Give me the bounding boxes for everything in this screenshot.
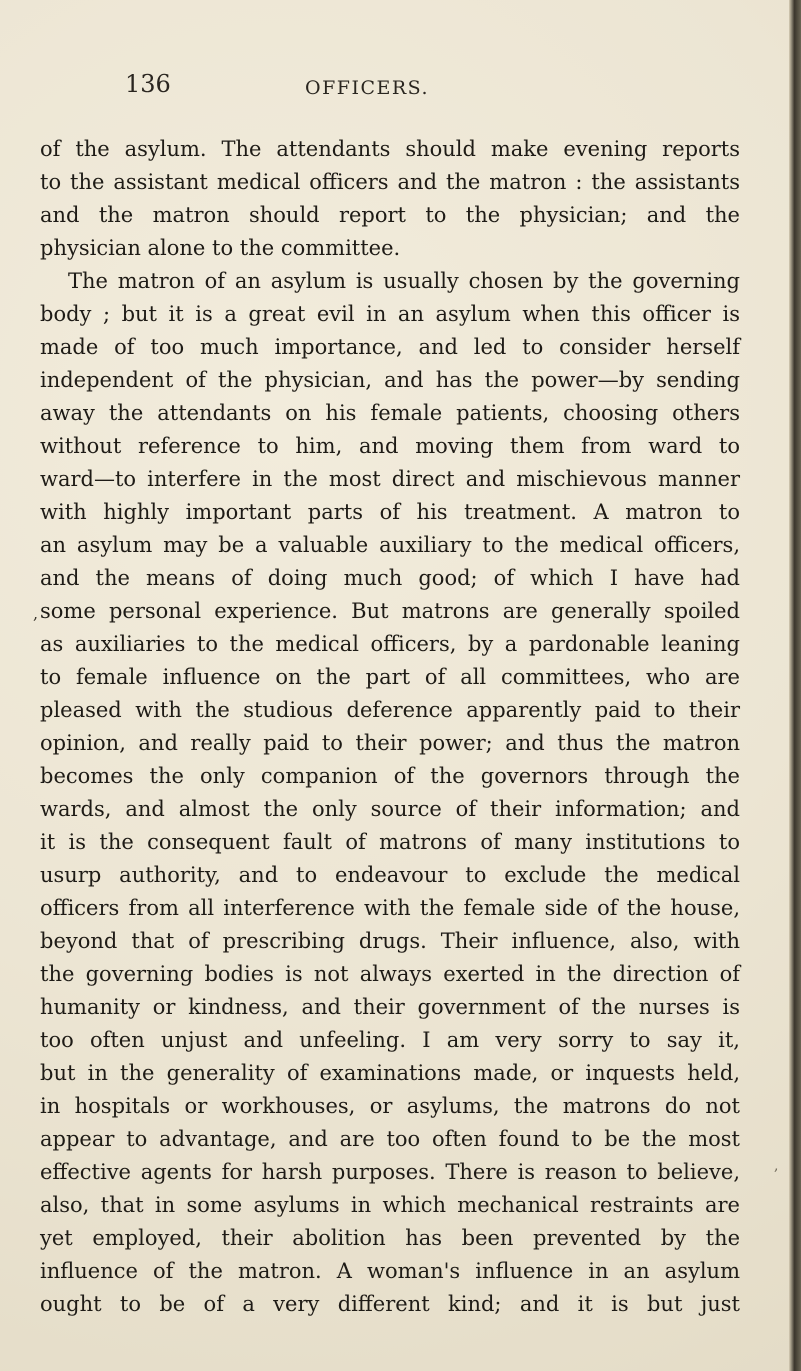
text-line: body ; but it is a great evil in an asylum when this officer is	[40, 302, 740, 326]
text-line: opinion, and really paid to their power; and thus the matron	[40, 731, 740, 755]
text-line: physician alone to the committee.	[40, 236, 401, 260]
text-line: it is the consequent fault of matrons of many institutions to	[40, 830, 740, 854]
text-line: as auxiliaries to the medical officers, by a pardonable leaning	[40, 632, 740, 656]
text-line: independent of the physician, and has the power—by sending	[40, 368, 740, 392]
text-line: to the assistant medical officers and the matron : the assistants	[40, 170, 740, 194]
text-line: but in the generality of examinations made, or inquests held,	[40, 1061, 740, 1085]
margin-mark: ,	[33, 604, 39, 623]
text-line: made of too much importance, and led to consider herself	[40, 335, 740, 359]
text-line: the governing bodies is not always exerted in the direction of	[40, 962, 740, 986]
text-line: influence of the matron. A woman's influence in an asylum	[40, 1259, 740, 1283]
text-line: also, that in some asylums in which mechanical restraints are	[40, 1193, 740, 1217]
text-line: too often unjust and unfeeling. I am very sorry to say it,	[40, 1028, 740, 1052]
text-line: humanity or kindness, and their government of the nurses is	[40, 995, 740, 1019]
body-text	[40, 133, 740, 1321]
text-line: with highly important parts of his treatment. A matron to	[40, 500, 740, 524]
text-line: The matron of an asylum is usually chosen by the governing	[68, 269, 740, 293]
text-line: some personal experience. But matrons are generally spoiled	[40, 599, 740, 623]
text-line: officers from all interference with the female side of the house,	[40, 896, 740, 920]
text-line: appear to advantage, and are too often found to be the most	[40, 1127, 740, 1151]
text-line: effective agents for harsh purposes. There is reason to believe,	[40, 1160, 740, 1184]
text-line: yet employed, their abolition has been prevented by the	[40, 1226, 740, 1250]
text-line: ward—to interfere in the most direct and mischievous manner	[40, 467, 740, 491]
text-line: away the attendants on his female patients, choosing others	[40, 401, 740, 425]
text-line: usurp authority, and to endeavour to exclude the medical	[40, 863, 740, 887]
text-line: in hospitals or workhouses, or asylums, the matrons do not	[40, 1094, 740, 1118]
text-line: and the means of doing much good; of which I have had	[40, 566, 740, 590]
text-line: ought to be of a very different kind; and it is but just	[40, 1292, 740, 1316]
page-number: 136	[125, 70, 171, 98]
page-edge-shadow	[789, 0, 801, 1371]
text-line: without reference to him, and moving them from ward to	[40, 434, 740, 458]
margin-mark: ,	[774, 1158, 779, 1174]
text-line: wards, and almost the only source of their information; and	[40, 797, 740, 821]
text-line: pleased with the studious deference apparently paid to their	[40, 698, 740, 722]
text-line: an asylum may be a valuable auxiliary to the medical officers,	[40, 533, 740, 557]
text-line: beyond that of prescribing drugs. Their influence, also, with	[40, 929, 740, 953]
text-line: to female influence on the part of all committees, who are	[40, 665, 740, 689]
text-line: becomes the only companion of the governors through the	[40, 764, 740, 788]
text-line: of the asylum. The attendants should make evening reports	[40, 137, 740, 161]
running-head: OFFICERS.	[305, 77, 430, 99]
text-line: and the matron should report to the physician; and the	[40, 203, 740, 227]
